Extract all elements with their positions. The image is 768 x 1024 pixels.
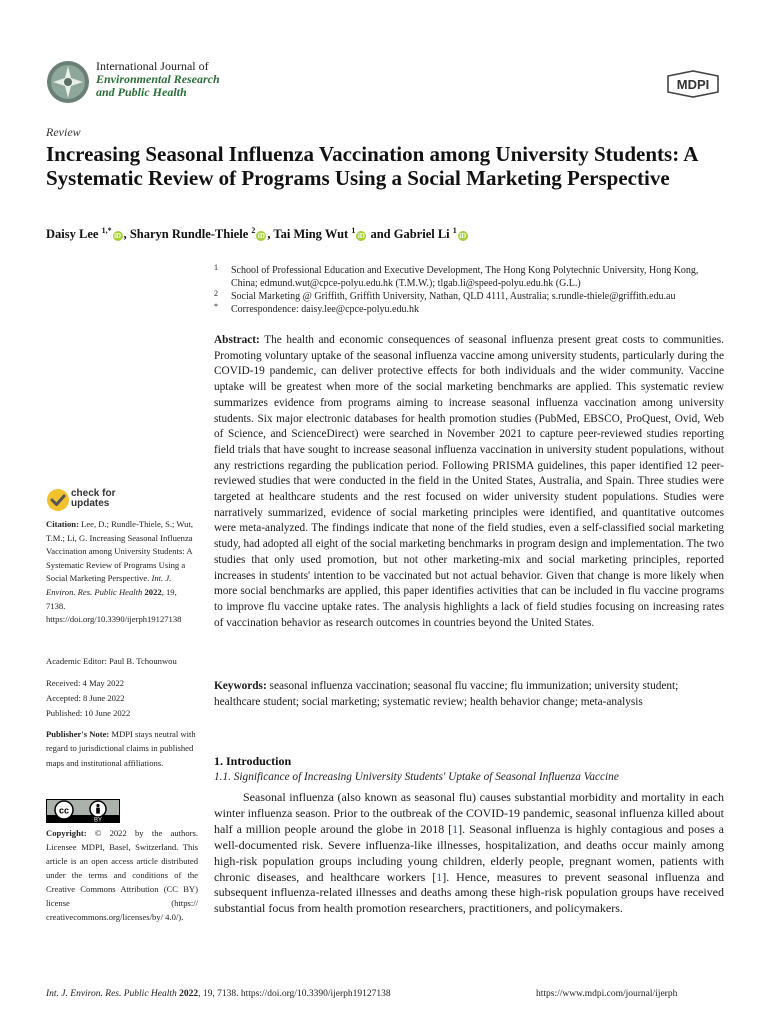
journal-logo [46, 60, 90, 104]
accepted-date: Accepted: 8 June 2022 [46, 693, 125, 703]
footer-doi: , 19, 7138. https://doi.org/10.3390/ijerph19127138 [198, 989, 391, 999]
citation-year: 2022 [144, 586, 162, 597]
author-separator: , [267, 227, 274, 242]
journal-name [96, 60, 220, 99]
keywords-text: seasonal influenza vaccination; seasonal flu vaccine; flu immunization; university student; healthcare student; social marketing; systematic review; health behavior change; meta-analysis [214, 680, 679, 708]
academic-editor: Academic Editor: Paul B. Tchounwou [46, 656, 177, 666]
affiliation-text: Correspondence: daisy.lee@cpce-polyu.edu.hk [231, 304, 419, 315]
author-name[interactable]: Daisy Lee [46, 227, 102, 242]
svg-text:cc: cc [58, 805, 70, 816]
footer-citation [46, 989, 391, 999]
publisher-name: MDPI [676, 77, 710, 92]
abstract-text: The health and economic consequences of seasonal influenza present great costs to communities. Promoting voluntary uptake of the seasonal influenza vaccine among university students, particularly during the COVID-19 pandemic, can deliver protective effects for both individuals and the wider community. Vaccine uptake will be greatest when more of the social marketing benchmarks are applied. This systematic review summarizes evidence from programs aiming to increase seasonal influenza vaccination among university students. Six major electronic databases for health promotion studies (PubMed, EBSCO, ProQuest, Ovid, Web of Science, and ScienceDirect) were searched in November 2021 to capture peer-reviewed studies reporting field trials that have sought to increase seasonal influenza vaccination in university student populations, without any restrictions regarding the publication period. Following PRISMA guidelines, this paper identified 12 peer-reviewed studies that were conducted in the field in the United States, Australia, and Spain. Three studies were targeted at healthcare students and the rest focused on wider university student populations. Studies were narratively summarized, evidence of social marketing principles were identified, and quantitative outcomes were meta-analyzed. The findings indicate that none of the field studies, even a self-classified social marketing study, had adopted all eight of the social marketing benchmarks in program design and implementation. The two studies that only used promotion, but not other marketing-mix and social marketing principles, reported increases in students' intention to be vaccinated but not actual behavior. Given that change is more likely when more social benchmarks are applied, this paper identifies activities that can be included in flu vaccine programs to improve flu vaccine uptake rates. The analysis highlights a lack of field studies focusing on increasing rates of vaccination behavior as research outcomes in countries beyond the United States. [214, 334, 725, 629]
section-heading-introduction: 1. Introduction [214, 754, 292, 768]
copyright [46, 826, 198, 924]
check-updates-label [71, 489, 115, 509]
keywords [214, 679, 724, 710]
author-affiliation-marker: 1 [351, 226, 356, 235]
affiliations [214, 264, 726, 316]
affiliation-text: School of Professional Education and Executive Development, The Hong Kong Polytechnic University, Hong Kong, China; edmund.wut@cpce-polyu.edu.hk (T.M.W.); tlgab.li@speed-polyu.edu.hk (G.L.) [231, 265, 699, 289]
footer-journal-url[interactable]: https://www.mdpi.com/journal/ijerph [536, 989, 678, 999]
publishers-note-label: Publisher's Note: [46, 729, 110, 739]
author-name[interactable]: Gabriel Li [393, 227, 453, 242]
cc-by-label: BY [93, 817, 103, 823]
affiliation-item [214, 303, 726, 316]
published-date: Published: 10 June 2022 [46, 708, 131, 718]
author-name[interactable]: Tai Ming Wut [273, 227, 352, 242]
reference-link[interactable]: 1 [436, 869, 443, 884]
check-for-updates-button[interactable] [46, 488, 156, 514]
author-name[interactable]: Sharyn Rundle-Thiele [129, 227, 252, 242]
affiliation-item [214, 264, 726, 290]
citation-label: Citation: [46, 519, 79, 529]
affiliation-number: 2 [214, 289, 218, 298]
check-updates-line2: updates [71, 498, 110, 509]
reference-link[interactable]: 1 [452, 821, 459, 836]
author-affiliation-marker: 1,* [101, 226, 112, 235]
affiliation-number: * [214, 302, 218, 311]
journal-name-line3: and Public Health [96, 85, 187, 99]
footer-year: 2022 [179, 989, 199, 999]
citation-journal: Int. J. Environ. Res. Public Health [46, 573, 172, 597]
journal-name-line1: International Journal of [96, 59, 209, 73]
copyright-label: Copyright: [46, 828, 87, 838]
intro-paragraph [214, 790, 724, 917]
citation [46, 518, 198, 627]
intro-text-2: ]. Seasonal influenza is highly contagious and poses a well-documented risk. Severe influenza-like illnesses, hospitalization, and deaths occur mainly among high-risk population groups including young children, elderly people, pregnant women, patients with chronic diseases, and healthcare workers [ [214, 821, 724, 884]
affiliation-number: 1 [214, 263, 218, 272]
publication-dates [46, 676, 198, 721]
abstract-label: Abstract: [214, 334, 260, 346]
citation-rest: , 19, 7138. https://doi.org/10.3390/ijerph19127138 [46, 586, 182, 625]
orcid-icon[interactable]: iD [257, 232, 265, 241]
orcid-icon[interactable]: iD [459, 232, 467, 241]
cc-by-license-badge[interactable] [46, 799, 120, 823]
orcid-icon[interactable]: iD [114, 232, 122, 241]
keywords-label: Keywords: [214, 680, 267, 692]
author-separator: and [367, 227, 394, 242]
abstract [214, 333, 724, 631]
footer-journal: Int. J. Environ. Res. Public Health [46, 989, 177, 999]
article-title: Increasing Seasonal Influenza Vaccination among University Students: A Systematic Review of Programs Using a Social Marketing Perspective [46, 142, 698, 190]
author-affiliation-marker: 1 [452, 226, 457, 235]
article-type: Review [46, 125, 81, 139]
intro-text-3: ]. Hence, measures to prevent seasonal influenza and subsequent influenza-related illnesses and deaths among these high-risk population groups have received substantial focus from health promotion researchers, practitioners, and policymakers. [214, 869, 725, 916]
affiliation-text: Social Marketing @ Griffith, Griffith University, Nathan, QLD 4111, Australia; s.rundle-thiele@griffith.edu.au [231, 291, 676, 302]
author-separator: , [123, 227, 130, 242]
copyright-text: © 2022 by the authors. Licensee MDPI, Basel, Switzerland. This article is an open access article distributed under the terms and conditions of the Creative Commons Attribution (CC BY) license (https:// creativecommons.org/licenses/by/ 4.0/). [46, 828, 198, 922]
affiliation-item [214, 290, 726, 303]
author-affiliation-marker: 2 [251, 226, 256, 235]
journal-name-line2: Environmental Research [96, 72, 220, 86]
intro-text-1: Seasonal influenza (also known as seasonal flu) causes substantial morbidity and mortality in each winter influenza season. Prior to the outbreak of the COVID-19 pandemic, seasonal influenza killed about half a million people around the globe in 2018 [ [214, 790, 724, 836]
mdpi-logo [664, 70, 722, 98]
publishers-note-text: MDPI stays neutral with regard to jurisdictional claims in published maps and institutional affiliations. [46, 729, 196, 768]
publishers-note [46, 727, 198, 770]
author-list [46, 226, 736, 242]
received-date: Received: 4 May 2022 [46, 678, 125, 688]
citation-text: Lee, D.; Rundle-Thiele, S.; Wut, T.M.; Li, G. Increasing Seasonal Influenza Vaccination among University Students: A Systematic Review of Programs Using a Social Marketing Perspective. [46, 519, 194, 584]
subsection-heading: 1.1. Significance of Increasing University Students' Uptake of Seasonal Influenza Vaccine [214, 771, 619, 783]
orcid-icon[interactable]: iD [357, 232, 365, 241]
check-updates-line1: check for [71, 488, 116, 499]
check-updates-icon [46, 488, 70, 512]
